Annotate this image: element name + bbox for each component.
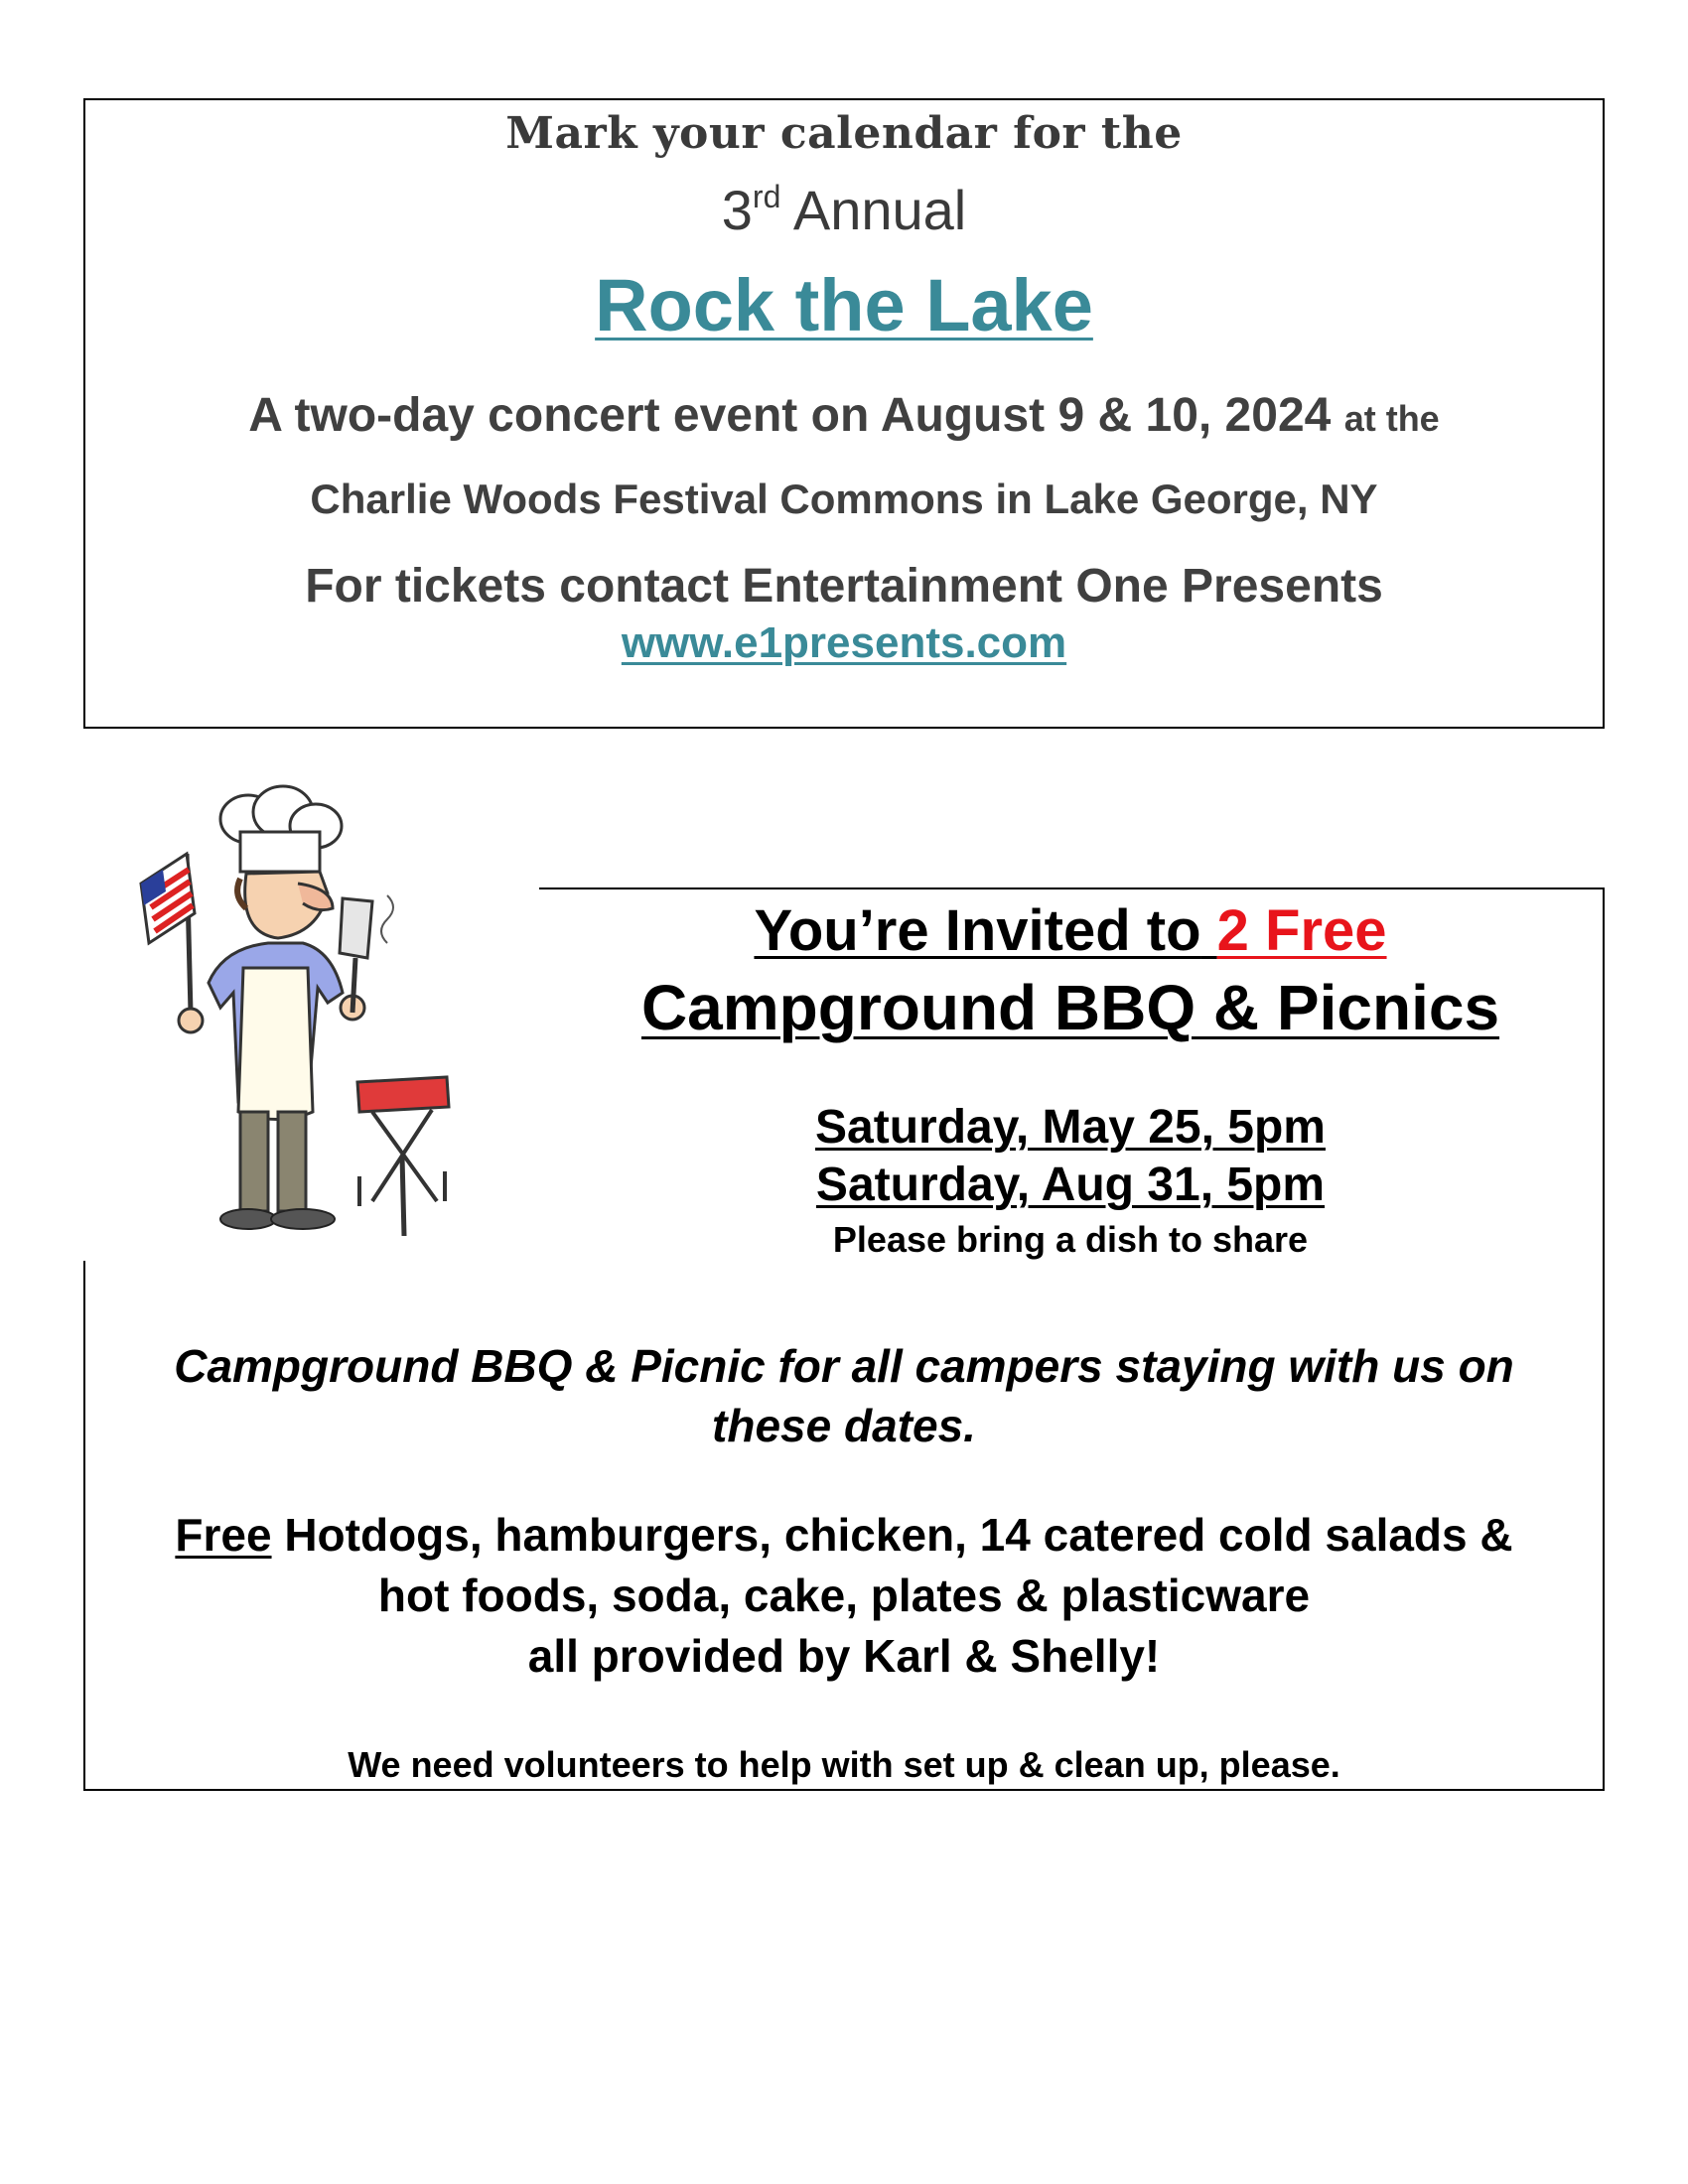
event-dates-tail: at the (1343, 398, 1440, 439)
food-provided (83, 1505, 1605, 1687)
chef-hat (220, 786, 342, 872)
american-flag-icon (141, 854, 195, 1013)
chef-legs (220, 1112, 335, 1229)
food-items-1: Hotdogs, hamburgers, chicken, 14 catered cold salads & (284, 1509, 1513, 1561)
annual-number: 3 (721, 179, 753, 241)
bbq-date-2: Saturday, Aug 31, 5pm (815, 1159, 1326, 1211)
concert-announcement-box (83, 98, 1605, 729)
spatula-icon (340, 895, 393, 1013)
food-line-3: all provided by Karl & Shelly! (527, 1630, 1161, 1682)
invitation-free-count: 2 Free (1216, 898, 1387, 963)
campers-line-1: Campground BBQ & Picnic for all campers staying with us on (174, 1340, 1514, 1392)
event-dates-main: A two-day concert event on August 9 & 10, 2024 (248, 389, 1332, 442)
invitation-prefix: You’re Invited to (754, 898, 1201, 963)
website-link[interactable]: www.e1presents.com (621, 618, 1067, 667)
grill-icon (357, 1077, 449, 1236)
invitation-line (536, 897, 1605, 964)
bbq-date-1: Saturday, May 25, 5pm (815, 1101, 1326, 1154)
bbq-title: Campground BBQ & Picnics (640, 972, 1500, 1043)
bbq-box-top-border (539, 887, 1605, 889)
annual-suffix: rd (752, 179, 781, 214)
campers-line-2: these dates. (712, 1400, 976, 1451)
annual-word: Annual (792, 179, 967, 241)
ticket-info: For tickets contact Entertainment One Presents (305, 560, 1383, 613)
event-dates (85, 388, 1603, 443)
volunteer-request: We need volunteers to help with set up & clean up, please. (348, 1744, 1340, 1785)
annual-label (85, 178, 1603, 242)
food-line-2: hot foods, soda, cake, plates & plasticware (377, 1570, 1311, 1621)
food-line-1 (83, 1505, 1605, 1566)
calendar-kicker: Mark your calendar for the (505, 108, 1183, 159)
chef-grilling-with-flag-icon (129, 784, 487, 1251)
event-title: Rock the Lake (595, 264, 1093, 346)
chef-head (237, 872, 333, 938)
bbq-box-bottom-border (83, 1789, 1605, 1791)
food-free-label: Free (175, 1509, 272, 1561)
dish-note: Please bring a dish to share (832, 1219, 1309, 1260)
event-venue: Charlie Woods Festival Commons in Lake George, NY (310, 476, 1378, 522)
chef-body (179, 943, 364, 1120)
campers-eligibility (83, 1336, 1605, 1455)
